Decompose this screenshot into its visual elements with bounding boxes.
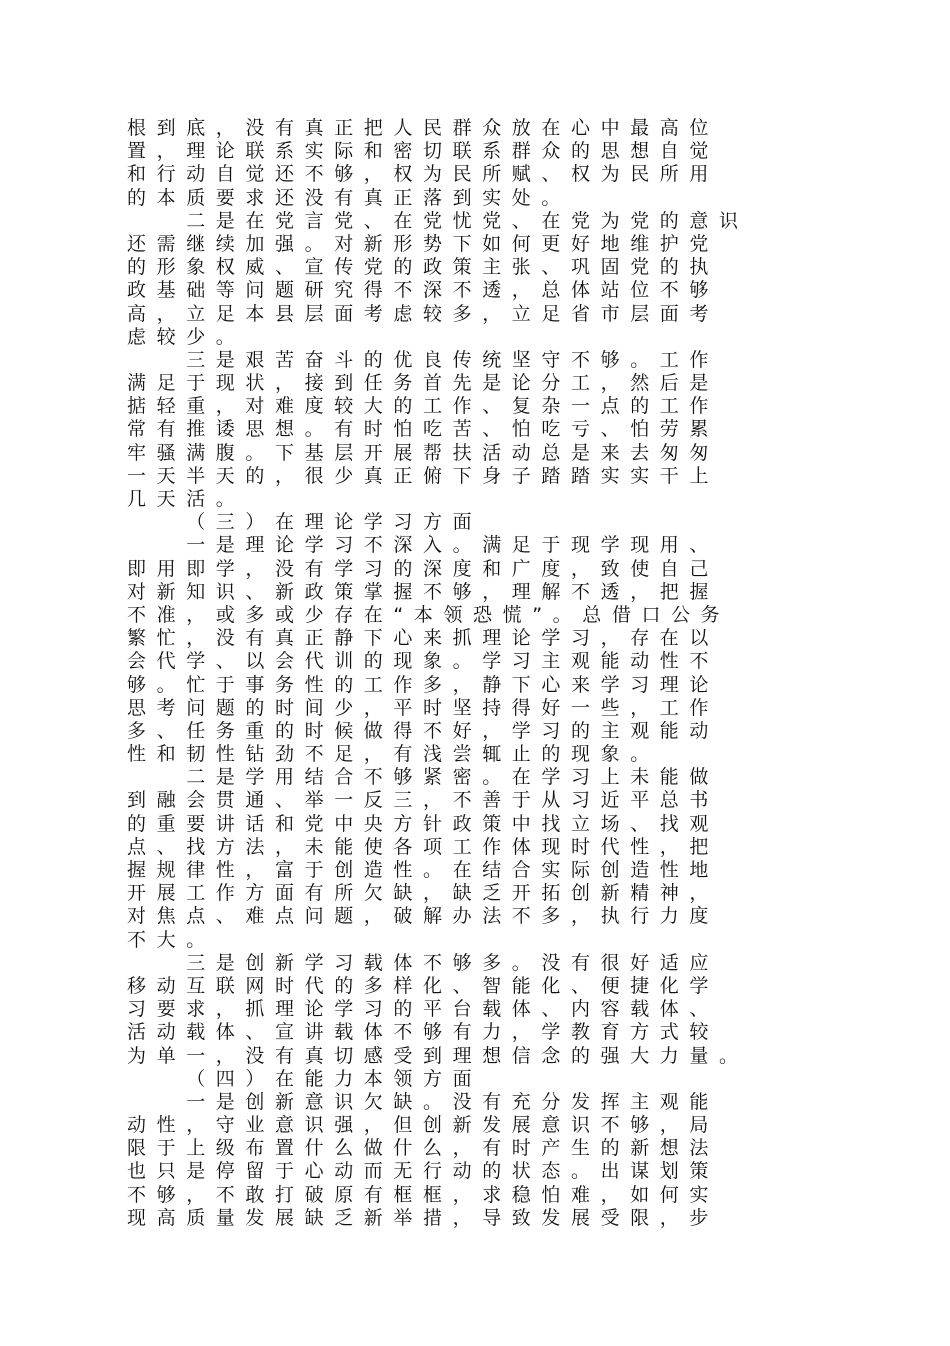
- text-line: 二是学用结合不够紧密。在学习上未能做: [186, 766, 719, 789]
- text-line: 即用即学，没有学习的深度和广度，致使自己: [127, 557, 720, 580]
- text-line: 不够，不敢打破原有框框，求稳怕难，如何实: [127, 1183, 720, 1206]
- text-line: 点、找方法，未能使各项工作体现时代性，把: [127, 835, 720, 858]
- text-line: 握规律性，富于创造性。在结合实际创造性地: [127, 859, 720, 881]
- text-line: 移动互联网时代的多样化、智能化、便捷化学: [127, 974, 720, 997]
- text-line: 满足于现状，接到任务首先是论分工，然后是: [127, 372, 720, 395]
- text-line: 的重要讲话和党中央方针政策中找立场、找观: [127, 812, 720, 835]
- text-line: 性和韧性钻劲不足，有浅尝辄止的现象。: [127, 743, 660, 766]
- text-line: 会代学、以会代训的现象。学习主观能动性不: [127, 650, 720, 673]
- text-line: 够。忙于事务性的工作多，静下心来学习理论: [127, 673, 720, 696]
- text-line: 到融会贯通、举一反三，不善于从习近平总书: [127, 789, 720, 812]
- text-line: 繁忙，没有真正静下心来抓理论学习，存在以: [127, 627, 720, 650]
- text-line: 限于上级布置什么做什么，有时产生的新想法: [127, 1137, 720, 1160]
- text-line: 多、任务重的时候做得不好，学习的主观能动: [127, 719, 720, 742]
- text-line: 一是创新意识欠缺。没有充分发挥主观能: [186, 1090, 719, 1113]
- text-line: 不大。: [127, 928, 216, 951]
- text-line: 置，理论联系实际和密切联系群众的思想自觉: [127, 140, 720, 163]
- text-line: 对焦点、难点问题，破解办法不多，执行力度: [127, 905, 720, 928]
- text-line: 常有推诿思想。有时怕吃苦、怕吃亏、怕劳累: [127, 418, 720, 441]
- text-line: 不准，或多或少存在“本领恐慌”。总借口公务: [127, 603, 731, 626]
- text-line: 三是艰苦奋斗的优良传统坚守不够。工作: [186, 348, 719, 371]
- text-line: 也只是停留于心动而无行动的状态。出谋划策: [127, 1160, 720, 1183]
- document-body: [127, 117, 827, 1230]
- text-line: 习要求，抓理论学习的平台载体、内容载体、: [127, 998, 720, 1021]
- text-line: 根到底，没有真正把人民群众放在心中最高位: [127, 117, 720, 139]
- text-line: 一天半天的，很少真正俯下身子踏踏实实干上: [127, 464, 720, 487]
- text-line: 三是创新学习载体不够多。没有很好适应: [186, 951, 719, 974]
- text-line: 对新知识、新政策掌握不够，理解不透，把握: [127, 580, 720, 603]
- text-line: 的形象权威、宣传党的政策主张、巩固党的执: [127, 256, 720, 279]
- text-line: 几天活。: [127, 488, 246, 510]
- text-line: 还需继续加强。对新形势下如何更好地维护党: [127, 232, 720, 255]
- text-line: 一是理论学习不深入。满足于现学现用、: [186, 534, 719, 557]
- text-line: （三）在理论学习方面: [186, 511, 483, 534]
- text-line: 虑较少。: [127, 325, 246, 348]
- text-line: 思考问题的时间少，平时坚持得好一些，工作: [127, 696, 720, 719]
- text-line: 二是在党言党、在党忧党、在党为党的意识: [186, 209, 749, 232]
- text-line: （四）在能力本领方面: [186, 1067, 483, 1090]
- text-line: 活动载体、宣讲载体不够有力，学教育方式较: [127, 1021, 720, 1044]
- text-line: 开展工作方面有所欠缺，缺乏开拓创新精神，: [127, 882, 720, 905]
- text-line: 政基础等问题研究得不深不透，总体站位不够: [127, 279, 720, 302]
- text-line: 为单一，没有真切感受到理想信念的强大力量。: [127, 1044, 749, 1067]
- text-line: 高，立足本县层面考虑较多，立足省市层面考: [127, 302, 720, 325]
- text-line: 和行动自觉还不够，权为民所赋、权为民所用: [127, 163, 720, 186]
- text-line: 掂轻重，对难度较大的工作、复杂一点的工作: [127, 395, 720, 418]
- text-line: 牢骚满腹。下基层开展帮扶活动总是来去匆匆: [127, 441, 720, 464]
- text-line: 现高质量发展缺乏新举措，导致发展受限，步: [127, 1206, 720, 1229]
- text-line: 动性，守业意识强，但创新发展意识不够，局: [127, 1114, 720, 1137]
- text-line: 的本质要求还没有真正落到实处。: [127, 186, 572, 209]
